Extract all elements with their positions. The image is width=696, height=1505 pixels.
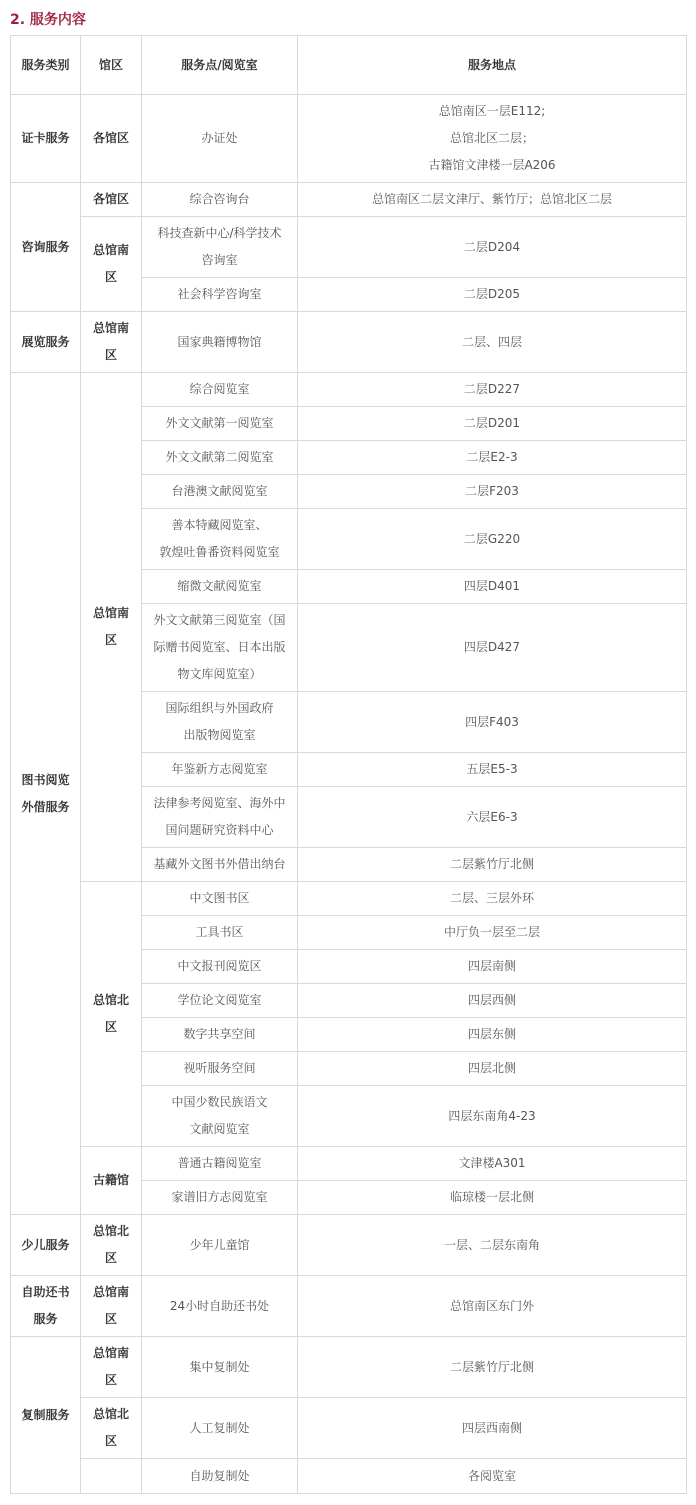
service-point-cell: 中文报刊阅览区 <box>142 950 298 984</box>
location-cell: 四层西侧 <box>298 984 687 1018</box>
area-cell: 总馆南 区 <box>81 373 142 882</box>
location-cell: 六层E6-3 <box>298 787 687 848</box>
location-cell: 四层东侧 <box>298 1018 687 1052</box>
location-cell: 二层D205 <box>298 278 687 312</box>
col-header-category: 服务类别 <box>11 36 81 95</box>
location-cell: 二层、三层外环 <box>298 882 687 916</box>
location-cell: 一层、二层东南角 <box>298 1215 687 1276</box>
table-body <box>11 95 687 1494</box>
location-cell: 四层F403 <box>298 692 687 753</box>
location-cell: 四层D401 <box>298 570 687 604</box>
col-header-area: 馆区 <box>81 36 142 95</box>
category-cell: 展览服务 <box>11 312 81 373</box>
location-cell: 中厅负一层至二层 <box>298 916 687 950</box>
area-cell: 总馆南 区 <box>81 1276 142 1337</box>
col-header-point: 服务点/阅览室 <box>142 36 298 95</box>
service-table <box>10 35 687 1494</box>
area-cell: 总馆南 区 <box>81 1337 142 1398</box>
table-row <box>11 1215 687 1276</box>
table-row <box>11 882 687 916</box>
service-point-cell: 台港澳文献阅览室 <box>142 475 298 509</box>
table-row <box>11 1276 687 1337</box>
service-point-cell: 综合阅览室 <box>142 373 298 407</box>
category-cell: 少儿服务 <box>11 1215 81 1276</box>
area-cell: 古籍馆 <box>81 1147 142 1215</box>
location-cell: 二层紫竹厅北侧 <box>298 1337 687 1398</box>
location-cell: 二层D204 <box>298 217 687 278</box>
table-row <box>11 373 687 407</box>
area-cell: 各馆区 <box>81 183 142 217</box>
service-point-cell: 集中复制处 <box>142 1337 298 1398</box>
location-cell: 四层南侧 <box>298 950 687 984</box>
table-row <box>11 312 687 373</box>
location-cell: 二层E2-3 <box>298 441 687 475</box>
location-cell: 四层西南侧 <box>298 1398 687 1459</box>
category-cell: 自助还书 服务 <box>11 1276 81 1337</box>
area-cell: 总馆北 区 <box>81 882 142 1147</box>
location-cell: 文津楼A301 <box>298 1147 687 1181</box>
service-point-cell: 外文文献第二阅览室 <box>142 441 298 475</box>
service-point-cell: 中文图书区 <box>142 882 298 916</box>
service-point-cell: 数字共享空间 <box>142 1018 298 1052</box>
location-cell: 临琼楼一层北侧 <box>298 1181 687 1215</box>
service-point-cell: 法律参考阅览室、海外中 国问题研究资料中心 <box>142 787 298 848</box>
location-cell: 二层紫竹厅北侧 <box>298 848 687 882</box>
location-cell: 四层东南角4-23 <box>298 1086 687 1147</box>
service-point-cell: 中国少数民族语文 文献阅览室 <box>142 1086 298 1147</box>
table-row <box>11 1459 687 1494</box>
category-cell: 图书阅览 外借服务 <box>11 373 81 1215</box>
location-cell: 二层、四层 <box>298 312 687 373</box>
service-point-cell: 社会科学咨询室 <box>142 278 298 312</box>
service-point-cell: 人工复制处 <box>142 1398 298 1459</box>
header-row <box>11 36 687 95</box>
area-cell: 总馆北 区 <box>81 1215 142 1276</box>
service-point-cell: 善本特藏阅览室、 敦煌吐鲁番资料阅览室 <box>142 509 298 570</box>
service-point-cell: 普通古籍阅览室 <box>142 1147 298 1181</box>
area-cell <box>81 1459 142 1494</box>
area-cell: 总馆北 区 <box>81 1398 142 1459</box>
service-point-cell: 国家典籍博物馆 <box>142 312 298 373</box>
location-cell: 总馆南区二层文津厅、紫竹厅；总馆北区二层 <box>298 183 687 217</box>
area-cell: 总馆南 区 <box>81 312 142 373</box>
location-cell: 二层G220 <box>298 509 687 570</box>
location-cell: 总馆南区东门外 <box>298 1276 687 1337</box>
table-row <box>11 1337 687 1398</box>
table-row <box>11 1147 687 1181</box>
category-cell: 证卡服务 <box>11 95 81 183</box>
service-point-cell: 科技查新中心/科学技术 咨询室 <box>142 217 298 278</box>
location-cell: 总馆南区一层E112; 总馆北区二层； 古籍馆文津楼一层A206 <box>298 95 687 183</box>
service-point-cell: 国际组织与外国政府 出版物阅览室 <box>142 692 298 753</box>
service-point-cell: 学位论文阅览室 <box>142 984 298 1018</box>
table-row <box>11 183 687 217</box>
location-cell: 二层F203 <box>298 475 687 509</box>
location-cell: 四层北侧 <box>298 1052 687 1086</box>
location-cell: 各阅览室 <box>298 1459 687 1494</box>
category-cell: 咨询服务 <box>11 183 81 312</box>
table-row <box>11 95 687 183</box>
service-point-cell: 家谱旧方志阅览室 <box>142 1181 298 1215</box>
location-cell: 五层E5-3 <box>298 753 687 787</box>
area-cell: 总馆南 区 <box>81 217 142 312</box>
service-point-cell: 工具书区 <box>142 916 298 950</box>
service-point-cell: 基藏外文图书外借出纳台 <box>142 848 298 882</box>
category-cell: 复制服务 <box>11 1337 81 1494</box>
service-point-cell: 办证处 <box>142 95 298 183</box>
service-point-cell: 自助复制处 <box>142 1459 298 1494</box>
location-cell: 二层D227 <box>298 373 687 407</box>
service-point-cell: 年鉴新方志阅览室 <box>142 753 298 787</box>
table-row <box>11 217 687 278</box>
area-cell: 各馆区 <box>81 95 142 183</box>
location-cell: 四层D427 <box>298 604 687 692</box>
col-header-location: 服务地点 <box>298 36 687 95</box>
service-point-cell: 综合咨询台 <box>142 183 298 217</box>
section-title: 2. 服务内容 <box>10 12 86 28</box>
service-point-cell: 24小时自助还书处 <box>142 1276 298 1337</box>
service-point-cell: 缩微文献阅览室 <box>142 570 298 604</box>
table-row <box>11 1398 687 1459</box>
service-point-cell: 少年儿童馆 <box>142 1215 298 1276</box>
location-cell: 二层D201 <box>298 407 687 441</box>
service-point-cell: 外文文献第三阅览室（国 际赠书阅览室、日本出版 物文库阅览室） <box>142 604 298 692</box>
service-point-cell: 外文文献第一阅览室 <box>142 407 298 441</box>
service-point-cell: 视听服务空间 <box>142 1052 298 1086</box>
